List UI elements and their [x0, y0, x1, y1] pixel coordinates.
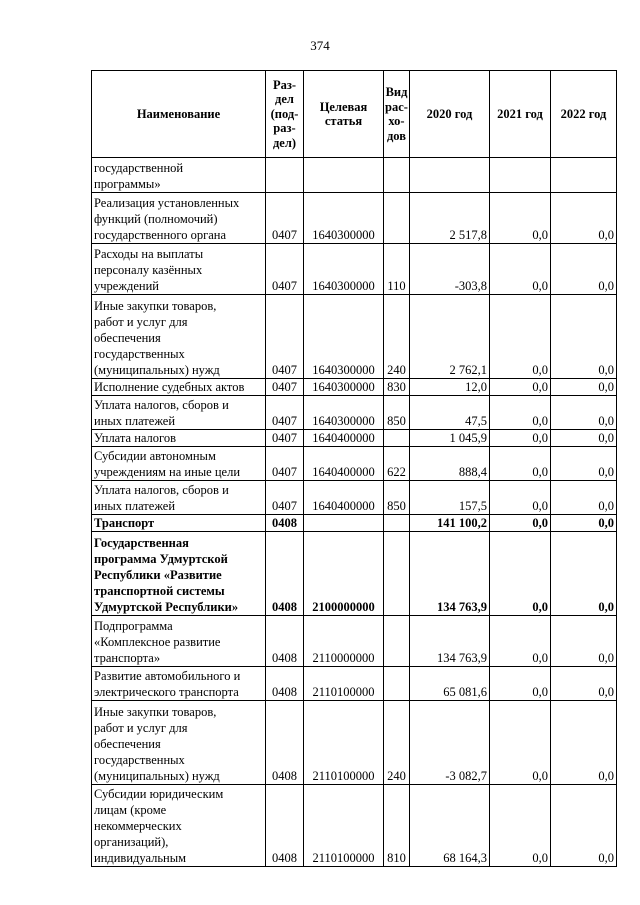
row-section: 0407	[266, 396, 304, 430]
row-kind	[384, 158, 410, 193]
row-amount-2022: 0,0	[551, 379, 617, 396]
row-name: Расходы на выплаты персоналу казённых учреждений	[92, 244, 266, 295]
row-kind	[384, 515, 410, 532]
row-section	[266, 158, 304, 193]
row-target: 1640400000	[304, 430, 384, 447]
row-section: 0407	[266, 244, 304, 295]
table-row	[92, 244, 617, 295]
row-amount-2022: 0,0	[551, 447, 617, 481]
row-target: 1640300000	[304, 396, 384, 430]
row-target: 2110100000	[304, 667, 384, 701]
row-amount-2021: 0,0	[490, 396, 551, 430]
row-kind: 240	[384, 701, 410, 785]
header-name: Наименование	[92, 71, 266, 158]
row-kind	[384, 667, 410, 701]
row-section: 0408	[266, 616, 304, 667]
row-amount-2020: 134 763,9	[410, 616, 490, 667]
row-amount-2020: 157,5	[410, 481, 490, 515]
row-name: Государственная программа Удмуртской Республики «Развитие транспортной системы Удмуртской Республики»	[92, 532, 266, 616]
table-row	[92, 785, 617, 867]
row-name: Уплата налогов, сборов и иных платежей	[92, 396, 266, 430]
row-target: 2110100000	[304, 785, 384, 867]
row-kind	[384, 616, 410, 667]
row-amount-2021: 0,0	[490, 244, 551, 295]
row-amount-2022: 0,0	[551, 481, 617, 515]
row-amount-2022: 0,0	[551, 295, 617, 379]
row-name: Транспорт	[92, 515, 266, 532]
row-amount-2020: -3 082,7	[410, 701, 490, 785]
row-target	[304, 515, 384, 532]
row-section: 0408	[266, 532, 304, 616]
row-amount-2022: 0,0	[551, 430, 617, 447]
row-amount-2022: 0,0	[551, 193, 617, 244]
row-section: 0407	[266, 295, 304, 379]
row-kind: 622	[384, 447, 410, 481]
row-amount-2020: 1 045,9	[410, 430, 490, 447]
table-row	[92, 379, 617, 396]
row-target: 1640300000	[304, 193, 384, 244]
row-amount-2020: 2 517,8	[410, 193, 490, 244]
row-section: 0408	[266, 667, 304, 701]
row-amount-2020: 134 763,9	[410, 532, 490, 616]
row-section: 0407	[266, 379, 304, 396]
row-kind: 830	[384, 379, 410, 396]
row-amount-2022: 0,0	[551, 616, 617, 667]
row-name: Уплата налогов, сборов и иных платежей	[92, 481, 266, 515]
header-kind: Вид рас- хо- дов	[384, 71, 410, 158]
header-2020: 2020 год	[410, 71, 490, 158]
table-row	[92, 532, 617, 616]
row-amount-2022: 0,0	[551, 667, 617, 701]
row-amount-2020: 12,0	[410, 379, 490, 396]
table-row	[92, 515, 617, 532]
row-name: Реализация установленных функций (полномочий) государственного органа	[92, 193, 266, 244]
header-section: Раз- дел (под- раз- дел)	[266, 71, 304, 158]
row-kind	[384, 532, 410, 616]
row-amount-2021	[490, 158, 551, 193]
row-amount-2021: 0,0	[490, 515, 551, 532]
row-amount-2020: 888,4	[410, 447, 490, 481]
table-row	[92, 447, 617, 481]
row-amount-2022: 0,0	[551, 785, 617, 867]
row-target: 1640300000	[304, 379, 384, 396]
table-row	[92, 616, 617, 667]
row-kind	[384, 430, 410, 447]
row-amount-2022: 0,0	[551, 701, 617, 785]
row-amount-2021: 0,0	[490, 430, 551, 447]
table-row	[92, 701, 617, 785]
table-row	[92, 396, 617, 430]
row-target: 2100000000	[304, 532, 384, 616]
row-kind: 810	[384, 785, 410, 867]
row-section: 0407	[266, 447, 304, 481]
row-amount-2020: 65 081,6	[410, 667, 490, 701]
row-amount-2021: 0,0	[490, 193, 551, 244]
row-amount-2020: 141 100,2	[410, 515, 490, 532]
row-target	[304, 158, 384, 193]
row-amount-2021: 0,0	[490, 616, 551, 667]
row-amount-2021: 0,0	[490, 481, 551, 515]
row-section: 0407	[266, 430, 304, 447]
row-name: Развитие автомобильного и электрического транспорта	[92, 667, 266, 701]
row-amount-2022: 0,0	[551, 396, 617, 430]
row-amount-2022: 0,0	[551, 515, 617, 532]
row-section: 0407	[266, 193, 304, 244]
row-amount-2021: 0,0	[490, 295, 551, 379]
row-section: 0408	[266, 515, 304, 532]
row-name: Субсидии автономным учреждениям на иные цели	[92, 447, 266, 481]
row-name: Исполнение судебных актов	[92, 379, 266, 396]
row-target: 1640400000	[304, 481, 384, 515]
row-name: Иные закупки товаров, работ и услуг для обеспечения государственных (муниципальных) нужд	[92, 295, 266, 379]
row-amount-2021: 0,0	[490, 532, 551, 616]
page-number: 374	[310, 38, 330, 53]
table-row	[92, 430, 617, 447]
row-amount-2022: 0,0	[551, 244, 617, 295]
row-kind: 850	[384, 481, 410, 515]
row-kind: 240	[384, 295, 410, 379]
header-target: Целевая статья	[304, 71, 384, 158]
row-kind	[384, 193, 410, 244]
row-section: 0408	[266, 701, 304, 785]
row-section: 0408	[266, 785, 304, 867]
row-name: Субсидии юридическим лицам (кроме некоммерческих организаций), индивидуальным	[92, 785, 266, 867]
row-amount-2021: 0,0	[490, 379, 551, 396]
row-amount-2021: 0,0	[490, 447, 551, 481]
header-row	[92, 71, 617, 158]
row-amount-2021: 0,0	[490, 701, 551, 785]
row-kind: 110	[384, 244, 410, 295]
budget-table	[91, 70, 617, 867]
row-section: 0407	[266, 481, 304, 515]
row-amount-2021: 0,0	[490, 785, 551, 867]
row-name: Уплата налогов	[92, 430, 266, 447]
row-target: 1640400000	[304, 447, 384, 481]
row-amount-2022	[551, 158, 617, 193]
row-amount-2020: 2 762,1	[410, 295, 490, 379]
table-row	[92, 158, 617, 193]
header-2021: 2021 год	[490, 71, 551, 158]
row-name: Иные закупки товаров, работ и услуг для обеспечения государственных (муниципальных) нужд	[92, 701, 266, 785]
row-amount-2020	[410, 158, 490, 193]
header-2022: 2022 год	[551, 71, 617, 158]
row-name: Подпрограмма «Комплексное развитие транспорта»	[92, 616, 266, 667]
row-amount-2020: 68 164,3	[410, 785, 490, 867]
row-kind: 850	[384, 396, 410, 430]
table-row	[92, 481, 617, 515]
row-target: 2110000000	[304, 616, 384, 667]
table-row	[92, 667, 617, 701]
table-row	[92, 193, 617, 244]
row-amount-2021: 0,0	[490, 667, 551, 701]
row-amount-2020: -303,8	[410, 244, 490, 295]
row-name: государственной программы»	[92, 158, 266, 193]
row-target: 1640300000	[304, 244, 384, 295]
row-target: 2110100000	[304, 701, 384, 785]
row-target: 1640300000	[304, 295, 384, 379]
row-amount-2022: 0,0	[551, 532, 617, 616]
table-row	[92, 295, 617, 379]
row-amount-2020: 47,5	[410, 396, 490, 430]
